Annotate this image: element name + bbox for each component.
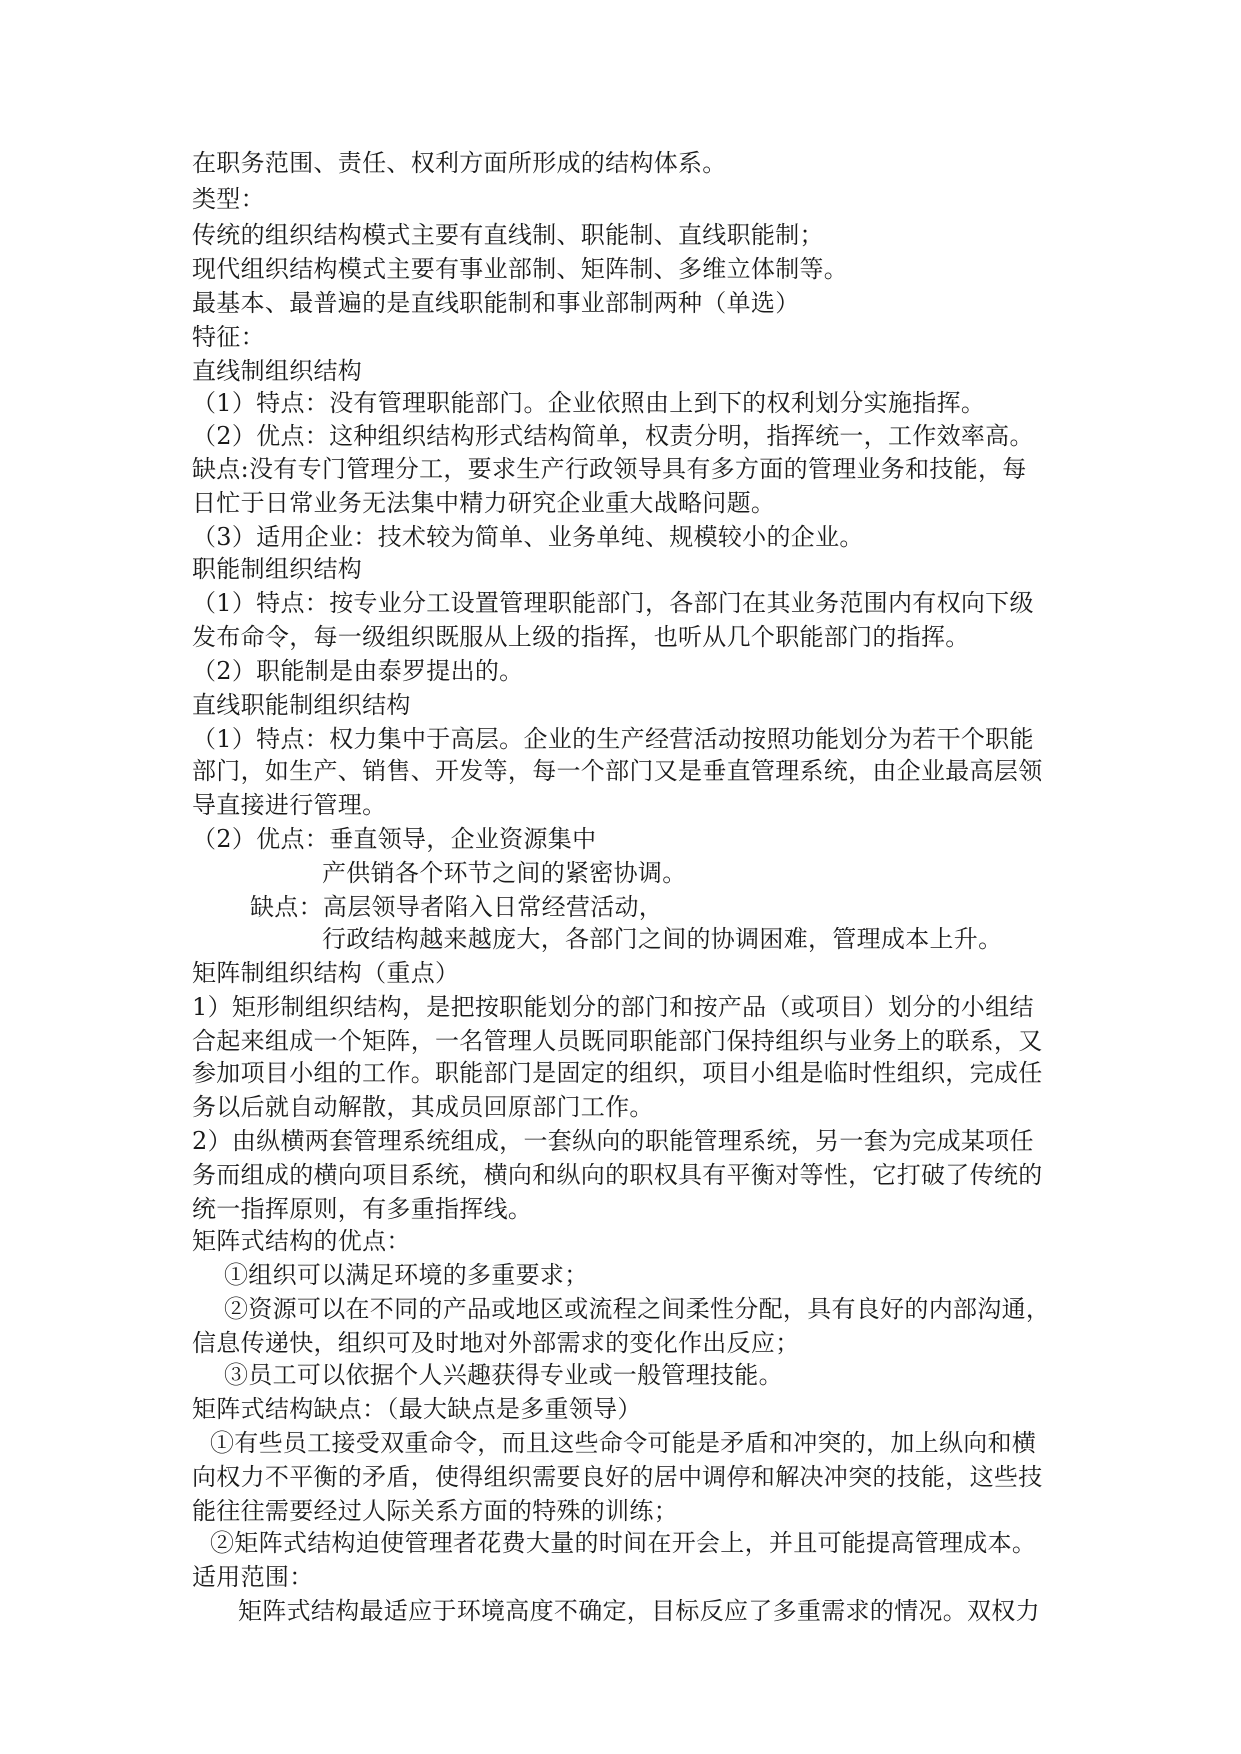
- text-line: 行政结构越来越庞大，各部门之间的协调困难，管理成本上升。: [322, 925, 1003, 953]
- text-line: 缺点：高层领导者陷入日常经营活动，: [250, 893, 664, 921]
- text-line: 导直接进行管理。: [192, 791, 387, 819]
- text-line: （3）适用企业：技术较为简单、业务单纯、规模较小的企业。: [192, 523, 864, 551]
- text-line: 直线职能制组织结构: [192, 691, 411, 719]
- text-line: （1）特点：按专业分工设置管理职能部门，各部门在其业务范围内有权向下级: [192, 589, 1034, 617]
- text-line: 合起来组成一个矩阵，一名管理人员既同职能部门保持组织与业务上的联系，又: [192, 1027, 1043, 1055]
- text-line: （1）特点：没有管理职能部门。企业依照由上到下的权利划分实施指挥。: [192, 389, 986, 417]
- text-line: 最基本、最普遍的是直线职能制和事业部制两种（单选）: [192, 289, 800, 317]
- text-line: 统一指挥原则，有多重指挥线。: [192, 1195, 533, 1223]
- text-line: ②矩阵式结构迫使管理者花费大量的时间在开会上，并且可能提高管理成本。: [210, 1529, 1037, 1557]
- text-line: 类型：: [192, 185, 265, 213]
- text-line: 信息传递快，组织可及时地对外部需求的变化作出反应；: [192, 1329, 800, 1357]
- text-line: ③员工可以依据个人兴趣获得专业或一般管理技能。: [224, 1361, 783, 1389]
- text-line: 职能制组织结构: [192, 555, 363, 583]
- text-line: 矩阵式结构最适应于环境高度不确定，目标反应了多重需求的情况。双权力: [238, 1597, 1040, 1625]
- text-line: （1）特点：权力集中于高层。企业的生产经营活动按照功能划分为若干个职能: [192, 725, 1034, 753]
- text-line: 传统的组织结构模式主要有直线制、职能制、直线职能制；: [192, 221, 824, 249]
- text-line: 务以后就自动解散，其成员回原部门工作。: [192, 1093, 654, 1121]
- text-line: 向权力不平衡的矛盾，使得组织需要良好的居中调停和解决冲突的技能，这些技: [192, 1463, 1043, 1491]
- text-line: 务而组成的横向项目系统，横向和纵向的职权具有平衡对等性，它打破了传统的: [192, 1161, 1043, 1189]
- text-line: 产供销各个环节之间的紧密协调。: [322, 859, 687, 887]
- text-line: ②资源可以在不同的产品或地区或流程之间柔性分配，具有良好的内部沟通，: [224, 1295, 1051, 1323]
- text-line: 直线制组织结构: [192, 357, 363, 385]
- text-line: 特征：: [192, 323, 265, 351]
- text-line: 矩阵式结构的优点：: [192, 1227, 411, 1255]
- text-line: 矩阵式结构缺点：（最大缺点是多重领导）: [192, 1395, 642, 1423]
- text-line: 发布命令，每一级组织既服从上级的指挥，也听从几个职能部门的指挥。: [192, 623, 970, 651]
- text-line: 1）矩形制组织结构，是把按职能划分的部门和按产品（或项目）划分的小组结: [192, 993, 1034, 1021]
- text-line: 2）由纵横两套管理系统组成，一套纵向的职能管理系统，另一套为完成某项任: [192, 1127, 1034, 1155]
- text-line: 在职务范围、责任、权利方面所形成的结构体系。: [192, 149, 727, 177]
- text-line: （2）职能制是由泰罗提出的。: [192, 657, 524, 685]
- text-line: 现代组织结构模式主要有事业部制、矩阵制、多维立体制等。: [192, 255, 849, 283]
- text-line: 矩阵制组织结构（重点）: [192, 959, 460, 987]
- text-line: （2）优点：垂直领导，企业资源集中: [192, 825, 597, 853]
- text-line: 部门，如生产、销售、开发等，每一个部门又是垂直管理系统，由企业最高层领: [192, 757, 1043, 785]
- text-line: （2）优点：这种组织结构形式结构简单，权责分明，指挥统一，工作效率高。: [192, 422, 1034, 450]
- text-line: 能往往需要经过人际关系方面的特殊的训练；: [192, 1497, 678, 1525]
- text-line: ①组织可以满足环境的多重要求；: [224, 1261, 589, 1289]
- text-line: ①有些员工接受双重命令，而且这些命令可能是矛盾和冲突的，加上纵向和横: [210, 1429, 1037, 1457]
- text-line: 参加项目小组的工作。职能部门是固定的组织，项目小组是临时性组织，完成任: [192, 1059, 1043, 1087]
- text-line: 日忙于日常业务无法集中精力研究企业重大战略问题。: [192, 489, 776, 517]
- text-line: 适用范围：: [192, 1563, 314, 1591]
- text-line: 缺点:没有专门管理分工，要求生产行政领导具有多方面的管理业务和技能，每: [192, 455, 1027, 483]
